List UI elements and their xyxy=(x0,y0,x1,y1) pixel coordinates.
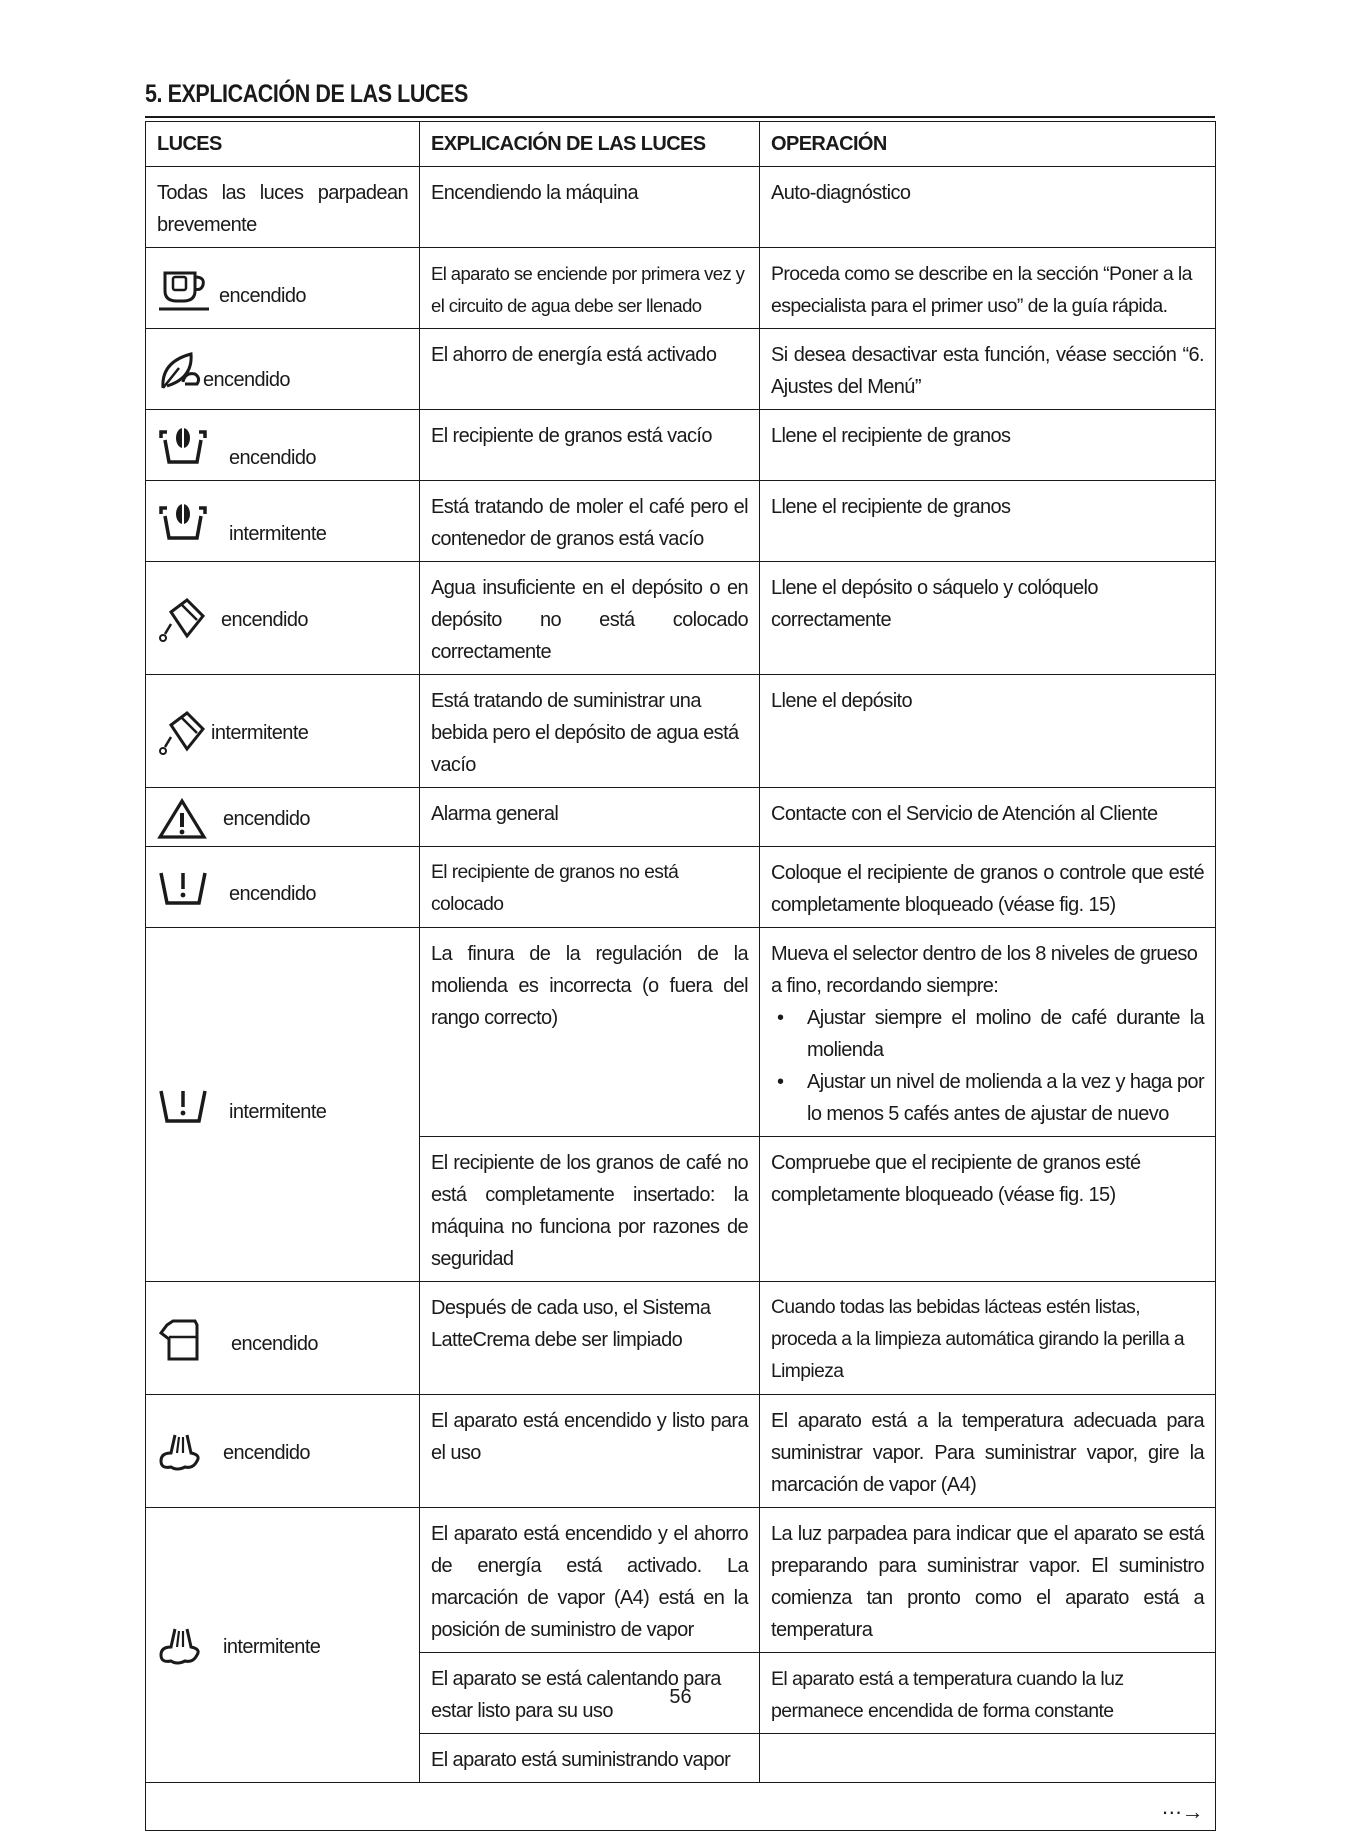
bean-container-icon xyxy=(157,502,209,544)
list-item: • Ajustar un nivel de molienda a la vez y haga por lo menos 5 cafés antes de ajustar de nuevo xyxy=(807,1066,1204,1130)
operation-cell: Llene el depósito xyxy=(760,675,1216,788)
light-state: encendido xyxy=(221,609,308,631)
operation-intro: Mueva el selector dentro de los 8 niveles de grueso a fino, recordando siempre: xyxy=(771,943,1198,997)
explanation-cell: El recipiente de los granos de café no está completamente insertado: la máquina no funciona por razones de seguridad xyxy=(420,1137,760,1282)
lights-table xyxy=(145,121,1216,1831)
light-cell xyxy=(146,562,420,675)
operation-cell: Compruebe que el recipiente de granos esté completamente bloqueado (véase fig. 15) xyxy=(760,1137,1216,1282)
light-state: encendido xyxy=(231,1333,318,1355)
light-state: encendido xyxy=(203,369,290,391)
explanation-cell: La finura de la regulación de la molienda es incorrecta (o fuera del rango correcto) xyxy=(420,928,760,1137)
table-row xyxy=(146,248,1216,329)
light-cell xyxy=(146,675,420,788)
light-cell xyxy=(146,1395,420,1508)
page-number: 56 xyxy=(669,1686,692,1708)
table-row xyxy=(146,1508,1216,1653)
title-divider xyxy=(145,116,1215,118)
water-tank-icon xyxy=(157,709,209,757)
bean-container-icon xyxy=(157,426,209,468)
light-state: encendido xyxy=(223,808,310,830)
table-row xyxy=(146,481,1216,562)
header-lights: LUCES xyxy=(146,122,420,167)
table-row xyxy=(146,928,1216,1137)
explanation-cell: El aparato se está calentando para estar listo para su uso xyxy=(420,1653,760,1734)
operation-cell: Cuando todas las bebidas lácteas estén listas, proceda a la limpieza automática girando la perilla a Limpieza xyxy=(760,1282,1216,1395)
operation-cell: La luz parpadea para indicar que el aparato se está preparando para suministrar vapor. El suministro comienza tan pronto como el aparato está a temperatura xyxy=(760,1508,1216,1653)
operation-cell: Si desea desactivar esta función, véase sección “6. Ajustes del Menú” xyxy=(760,329,1216,410)
explanation-cell: El recipiente de granos está vacío xyxy=(420,410,760,481)
light-cell: Todas las luces parpadean brevemente xyxy=(146,167,420,248)
operation-cell: Auto-diagnóstico xyxy=(760,167,1216,248)
container-alert-icon xyxy=(157,867,209,911)
continuation-cell xyxy=(146,1783,1216,1831)
continue-arrow-icon: ···→ xyxy=(1161,1799,1203,1824)
light-cell xyxy=(146,928,420,1282)
explanation-cell: Después de cada uso, el Sistema LatteCrema debe ser limpiado xyxy=(420,1282,760,1395)
operation-cell: Proceda como se describe en la sección “Poner a la especialista para el primer uso” de la guía rápida. xyxy=(760,248,1216,329)
header-explanation: EXPLICACIÓN DE LAS LUCES xyxy=(420,122,760,167)
cup-icon xyxy=(157,267,217,313)
operation-cell: Llene el recipiente de granos xyxy=(760,410,1216,481)
table-row xyxy=(146,1282,1216,1395)
light-cell xyxy=(146,847,420,928)
table-row xyxy=(146,410,1216,481)
light-cell xyxy=(146,410,420,481)
page-title: 5. EXPLICACIÓN DE LAS LUCES xyxy=(145,80,468,108)
explanation-cell: Está tratando de suministrar una bebida pero el depósito de agua está vacío xyxy=(420,675,760,788)
light-state: intermitente xyxy=(223,1636,321,1658)
explanation-cell: Encendiendo la máquina xyxy=(420,167,760,248)
explanation-cell: El aparato se enciende por primera vez y el circuito de agua debe ser llenado xyxy=(420,248,760,329)
light-cell xyxy=(146,1508,420,1783)
table-row xyxy=(146,1395,1216,1508)
light-cell xyxy=(146,329,420,410)
steam-icon xyxy=(157,1431,207,1475)
light-state: encendido xyxy=(219,285,306,307)
operation-cell xyxy=(760,928,1216,1137)
operation-cell: El aparato está a la temperatura adecuada para suministrar vapor. Para suministrar vapor, gire la marcación de vapor (A4) xyxy=(760,1395,1216,1508)
operation-cell: Contacte con el Servicio de Atención al Cliente xyxy=(760,788,1216,847)
explanation-cell: El aparato está encendido y el ahorro de energía está activado. La marcación de vapor (A4) está en la posición de suministro de vapor xyxy=(420,1508,760,1653)
light-state: intermitente xyxy=(229,523,327,545)
operation-cell: Llene el recipiente de granos xyxy=(760,481,1216,562)
explanation-cell: El recipiente de granos no está colocado xyxy=(420,847,760,928)
warning-icon xyxy=(157,798,207,840)
light-state: intermitente xyxy=(229,1100,327,1123)
eco-leaf-icon xyxy=(157,348,203,394)
operation-cell: Llene el depósito o sáquelo y colóquelo correctamente xyxy=(760,562,1216,675)
operation-cell xyxy=(760,1734,1216,1783)
explanation-cell: Agua insuficiente en el depósito o en depósito no está colocado correctamente xyxy=(420,562,760,675)
table-row xyxy=(146,847,1216,928)
light-cell xyxy=(146,481,420,562)
explanation-cell: Está tratando de moler el café pero el contenedor de granos está vacío xyxy=(420,481,760,562)
water-tank-icon xyxy=(157,596,209,644)
milk-container-icon xyxy=(157,1317,205,1363)
table-continuation-row xyxy=(146,1783,1216,1831)
light-state: encendido xyxy=(229,883,316,905)
operation-cell: El aparato está a temperatura cuando la luz permanece encendida de forma constante xyxy=(760,1653,1216,1734)
table-row xyxy=(146,562,1216,675)
light-state: encendido xyxy=(223,1442,310,1464)
explanation-cell: El ahorro de energía está activado xyxy=(420,329,760,410)
light-state: intermitente xyxy=(211,722,309,744)
table-row xyxy=(146,167,1216,248)
table-row xyxy=(146,675,1216,788)
operation-cell: Coloque el recipiente de granos o controle que esté completamente bloqueado (véase fig. 15) xyxy=(760,847,1216,928)
table-row xyxy=(146,788,1216,847)
explanation-cell: El aparato está suministrando vapor xyxy=(420,1734,760,1783)
table-row xyxy=(146,329,1216,410)
light-state: encendido xyxy=(229,447,316,469)
operation-bullet-list xyxy=(771,1002,1204,1130)
list-item: • Ajustar siempre el molino de café durante la molienda xyxy=(807,1002,1204,1066)
light-cell xyxy=(146,788,420,847)
table-header-row xyxy=(146,122,1216,167)
steam-icon xyxy=(157,1625,207,1669)
light-cell xyxy=(146,248,420,329)
container-alert-icon xyxy=(157,1085,209,1129)
explanation-cell: El aparato está encendido y listo para el uso xyxy=(420,1395,760,1508)
light-cell xyxy=(146,1282,420,1395)
header-operation: OPERACIÓN xyxy=(760,122,1216,167)
explanation-cell: Alarma general xyxy=(420,788,760,847)
